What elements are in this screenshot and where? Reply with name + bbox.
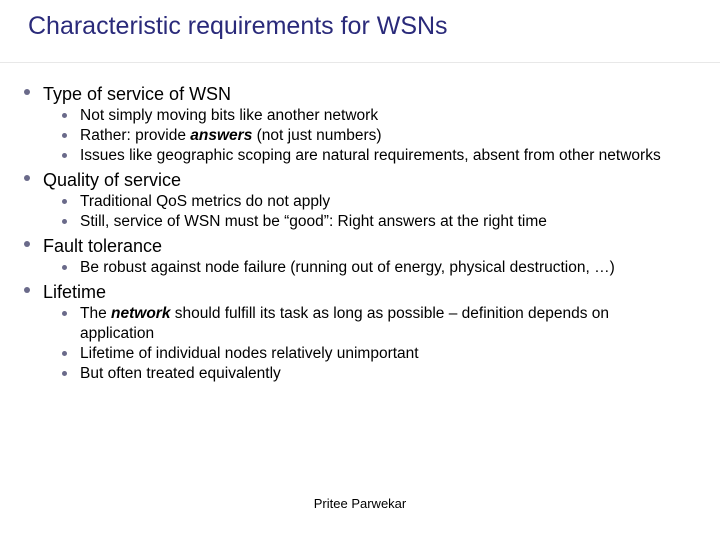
emphasized-word: answers	[190, 127, 253, 144]
list-item-text: But often treated equivalently	[80, 365, 281, 382]
bullet-icon	[24, 89, 30, 95]
bullet-list	[0, 80, 720, 384]
bullet-icon	[24, 175, 30, 181]
list-item-text: Issues like geographic scoping are natural requirements, absent from other networks	[80, 147, 661, 164]
list-item-text: The	[80, 305, 112, 322]
section-heading-text: Quality of service	[43, 170, 182, 190]
list-item-text: Rather: provide	[80, 127, 191, 144]
bullet-icon	[62, 371, 67, 376]
list-item	[0, 304, 680, 344]
list-item	[0, 344, 680, 364]
slide-footer: Pritee Parwekar	[313, 496, 407, 511]
bullet-icon	[62, 219, 67, 224]
bullet-icon	[62, 351, 67, 356]
section-heading-type-of-service	[0, 82, 720, 106]
list-item	[0, 364, 680, 384]
emphasized-word: network	[111, 305, 171, 322]
section-heading-fault-tolerance	[0, 234, 720, 258]
slide-title: Characteristic requirements for WSNs	[28, 12, 448, 40]
title-divider	[0, 62, 720, 63]
section-heading-text: Lifetime	[43, 282, 107, 302]
section-heading-text: Fault tolerance	[43, 236, 163, 256]
bullet-icon	[24, 287, 30, 293]
list-item-text: (not just numbers)	[252, 127, 382, 144]
bullet-icon	[62, 153, 67, 158]
bullet-icon	[62, 113, 67, 118]
list-item	[0, 212, 680, 232]
list-item	[0, 126, 680, 146]
list-item-text: Still, service of WSN must be “good”: Right answers at the right time	[80, 213, 547, 230]
bullet-icon	[62, 311, 67, 316]
section-heading-lifetime	[0, 280, 720, 304]
list-item-text: Not simply moving bits like another network	[80, 107, 379, 124]
bullet-icon	[24, 241, 30, 247]
list-item	[0, 192, 680, 212]
list-item	[0, 258, 680, 278]
list-item-text: should fulfill its task as long as possible – definition depends on application	[80, 305, 610, 342]
bullet-icon	[62, 133, 67, 138]
section-heading-quality-of-service	[0, 168, 720, 192]
bullet-icon	[62, 199, 67, 204]
bullet-icon	[62, 265, 67, 270]
list-item-text: Lifetime of individual nodes relatively unimportant	[80, 345, 419, 362]
section-heading-text: Type of service of WSN	[43, 84, 232, 104]
list-item-text: Traditional QoS metrics do not apply	[80, 193, 331, 210]
list-item-text: Be robust against node failure (running out of energy, physical destruction, …)	[80, 259, 615, 276]
list-item	[0, 146, 680, 166]
list-item	[0, 106, 680, 126]
